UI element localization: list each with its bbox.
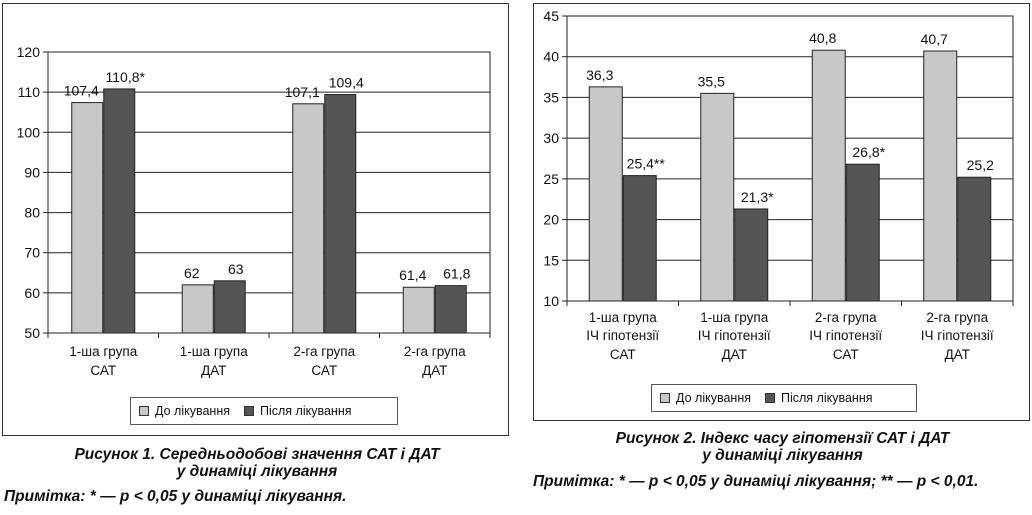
x-category-label: ІЧ гіпотензії [920,328,994,343]
x-category-label: ДАТ [944,347,970,362]
data-label-before: 107,4 [63,82,99,99]
y-tick-label: 20 [543,211,559,228]
bar-after [623,176,656,301]
figure-2-note: Примітка: * — р < 0,05 у динаміці лікування; ** — р < 0,01. [533,473,979,490]
x-category-label: ІЧ гіпотензії [809,328,883,343]
legend-swatch-after [765,393,775,403]
legend-swatch-before [660,393,670,403]
legend-label-after: Після лікування [781,391,873,405]
x-category-label: 2-га група [403,344,466,359]
figure-1-caption-line2: у динаміці лікування [176,463,338,480]
y-tick-label: 60 [24,284,40,301]
y-tick-label: 10 [543,293,559,309]
figure-2-caption-line2: у динаміці лікування [702,447,863,464]
bar-after [958,177,991,301]
legend-item-after [765,391,873,405]
x-category-label: 2-га група [293,344,356,359]
bar-before [701,93,734,301]
y-tick-label: 45 [543,8,559,24]
data-label-before: 40,8 [809,30,837,47]
legend-label-after: Після лікування [260,404,352,418]
figure-1-caption [22,446,492,480]
y-tick-label: 90 [24,164,40,181]
x-category-label: САТ [311,363,338,378]
bar-before [924,51,957,301]
data-label-before: 61,4 [399,267,427,284]
y-tick-label: 50 [24,325,40,341]
data-label-after: 61,8 [443,265,471,282]
data-label-after: 63 [227,260,244,277]
x-category-label: ДАТ [422,363,448,378]
bar-before [812,50,845,301]
x-category-label: 1-ша група [588,310,657,325]
x-category-label: 1-ша група [179,344,248,359]
data-label-before: 36,3 [586,66,614,83]
y-tick-label: 80 [24,204,40,221]
legend-label-before: До лікування [676,391,751,405]
y-tick-label: 110 [17,84,40,101]
x-category-label: 1-ша група [700,310,769,325]
data-label-after: 109,4 [328,74,364,91]
y-tick-label: 70 [24,244,40,261]
legend-2 [651,384,917,412]
x-category-label: ІЧ гіпотензії [586,328,660,343]
y-tick-label: 35 [543,89,559,106]
bar-before [589,87,622,301]
figure-2-caption [555,430,1010,464]
bar-after [735,209,768,301]
y-tick-label: 100 [16,124,40,141]
data-label-after: 25,4** [626,155,665,172]
data-label-after: 25,2 [966,157,994,174]
x-category-label: ДАТ [201,363,227,378]
legend-label-before: До лікування [155,404,230,418]
x-category-label: ІЧ гіпотензії [697,328,771,343]
data-label-after: 26,8* [852,144,886,161]
y-tick-label: 120 [16,44,40,60]
y-tick-label: 25 [543,170,559,187]
figure-2-caption-line1: Рисунок 2. Індекс часу гіпотензії САТ і ДАТ [615,430,950,447]
x-category-label: 1-ша група [69,344,138,359]
x-category-label: САТ [609,347,636,362]
y-tick-label: 40 [543,48,559,65]
x-category-label: 2-га група [926,310,989,325]
data-label-after: 110,8* [105,68,145,85]
data-label-after: 21,3* [740,188,774,205]
y-tick-label: 30 [543,130,559,147]
figure-1-caption-line1: Рисунок 1. Середньодобові значення САТ і ДАТ [74,446,440,463]
x-category-label: САТ [832,347,859,362]
y-tick-label: 15 [543,252,559,269]
x-category-label: САТ [90,363,117,378]
x-category-label: 2-га група [814,310,877,325]
bar-after [846,164,879,301]
data-label-before: 40,7 [920,31,948,48]
figure-1-note: Примітка: * — р < 0,05 у динаміці лікування. [4,488,347,505]
data-label-before: 107,1 [284,83,320,100]
x-category-label: ДАТ [721,347,747,362]
legend-item-before [660,391,751,405]
data-label-before: 62 [183,264,200,281]
data-label-before: 35,5 [697,73,725,90]
